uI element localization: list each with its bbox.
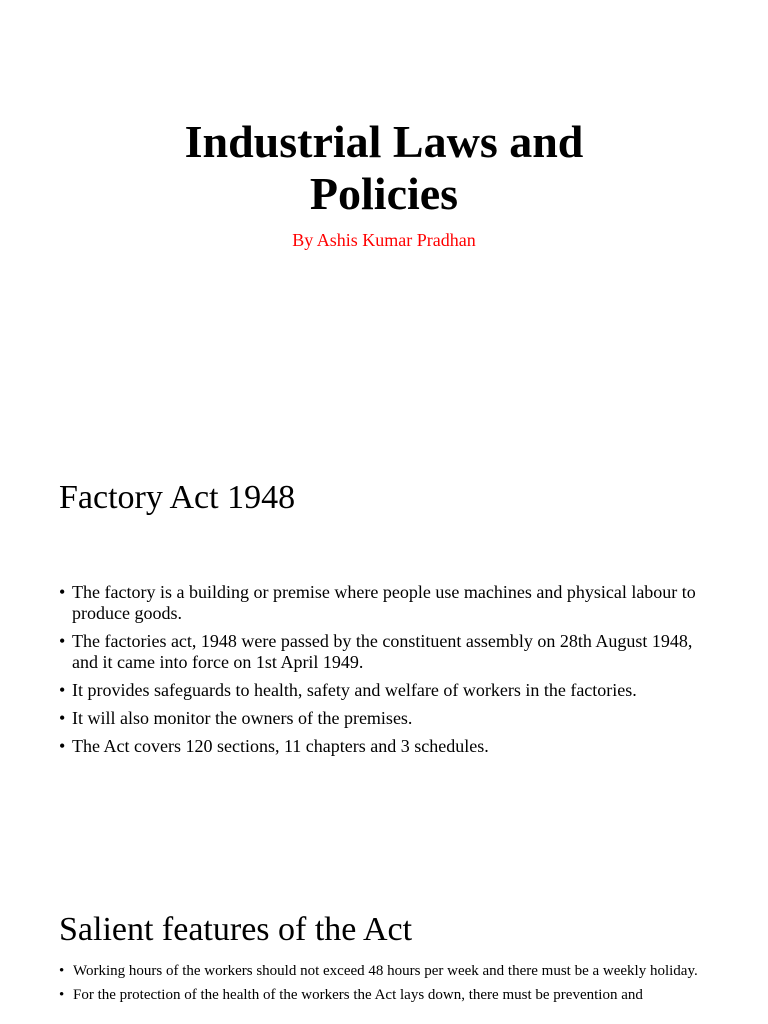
list-item — [59, 708, 709, 729]
bullet-icon: • — [59, 987, 65, 1003]
bullet-icon: • — [59, 963, 65, 979]
list-item — [59, 963, 709, 980]
title-line-2: Policies — [309, 168, 459, 219]
bullet-list — [59, 582, 709, 764]
bullet-icon: • — [59, 708, 66, 728]
list-item-text: The Act covers 120 sections, 11 chapters and 3 schedules. — [72, 736, 489, 756]
author-subtitle: By Ashis Kumar Pradhan — [292, 230, 476, 250]
list-item-text: The factory is a building or premise where people use machines and physical labour to produce goods. — [72, 582, 696, 623]
list-item — [59, 736, 709, 757]
presentation-title — [0, 116, 768, 220]
factory-act-slide — [0, 430, 768, 850]
salient-features-slide — [0, 850, 768, 1024]
list-item-text: The factories act, 1948 were passed by the constituent assembly on 28th August 1948, and it came into force on 1st April 1949. — [72, 631, 693, 672]
list-item — [59, 987, 709, 1004]
slide-heading: Salient features of the Act — [59, 911, 413, 948]
list-item-text: Working hours of the workers should not exceed 48 hours per week and there must be a weekly holiday. — [73, 963, 698, 979]
title-slide — [0, 0, 768, 430]
bullet-icon: • — [59, 736, 66, 756]
list-item — [59, 680, 709, 701]
bullet-icon: • — [59, 680, 66, 700]
list-item — [59, 631, 709, 673]
list-item-text: It will also monitor the owners of the premises. — [72, 708, 413, 728]
title-line-1: Industrial Laws and — [184, 116, 584, 167]
bullet-list — [59, 963, 709, 1011]
bullet-icon: • — [59, 631, 66, 651]
list-item — [59, 582, 709, 624]
bullet-icon: • — [59, 582, 66, 602]
list-item-text: For the protection of the health of the workers the Act lays down, there must be prevention and — [73, 987, 643, 1003]
slide-heading: Factory Act 1948 — [59, 479, 296, 516]
list-item-text: It provides safeguards to health, safety and welfare of workers in the factories. — [72, 680, 637, 700]
